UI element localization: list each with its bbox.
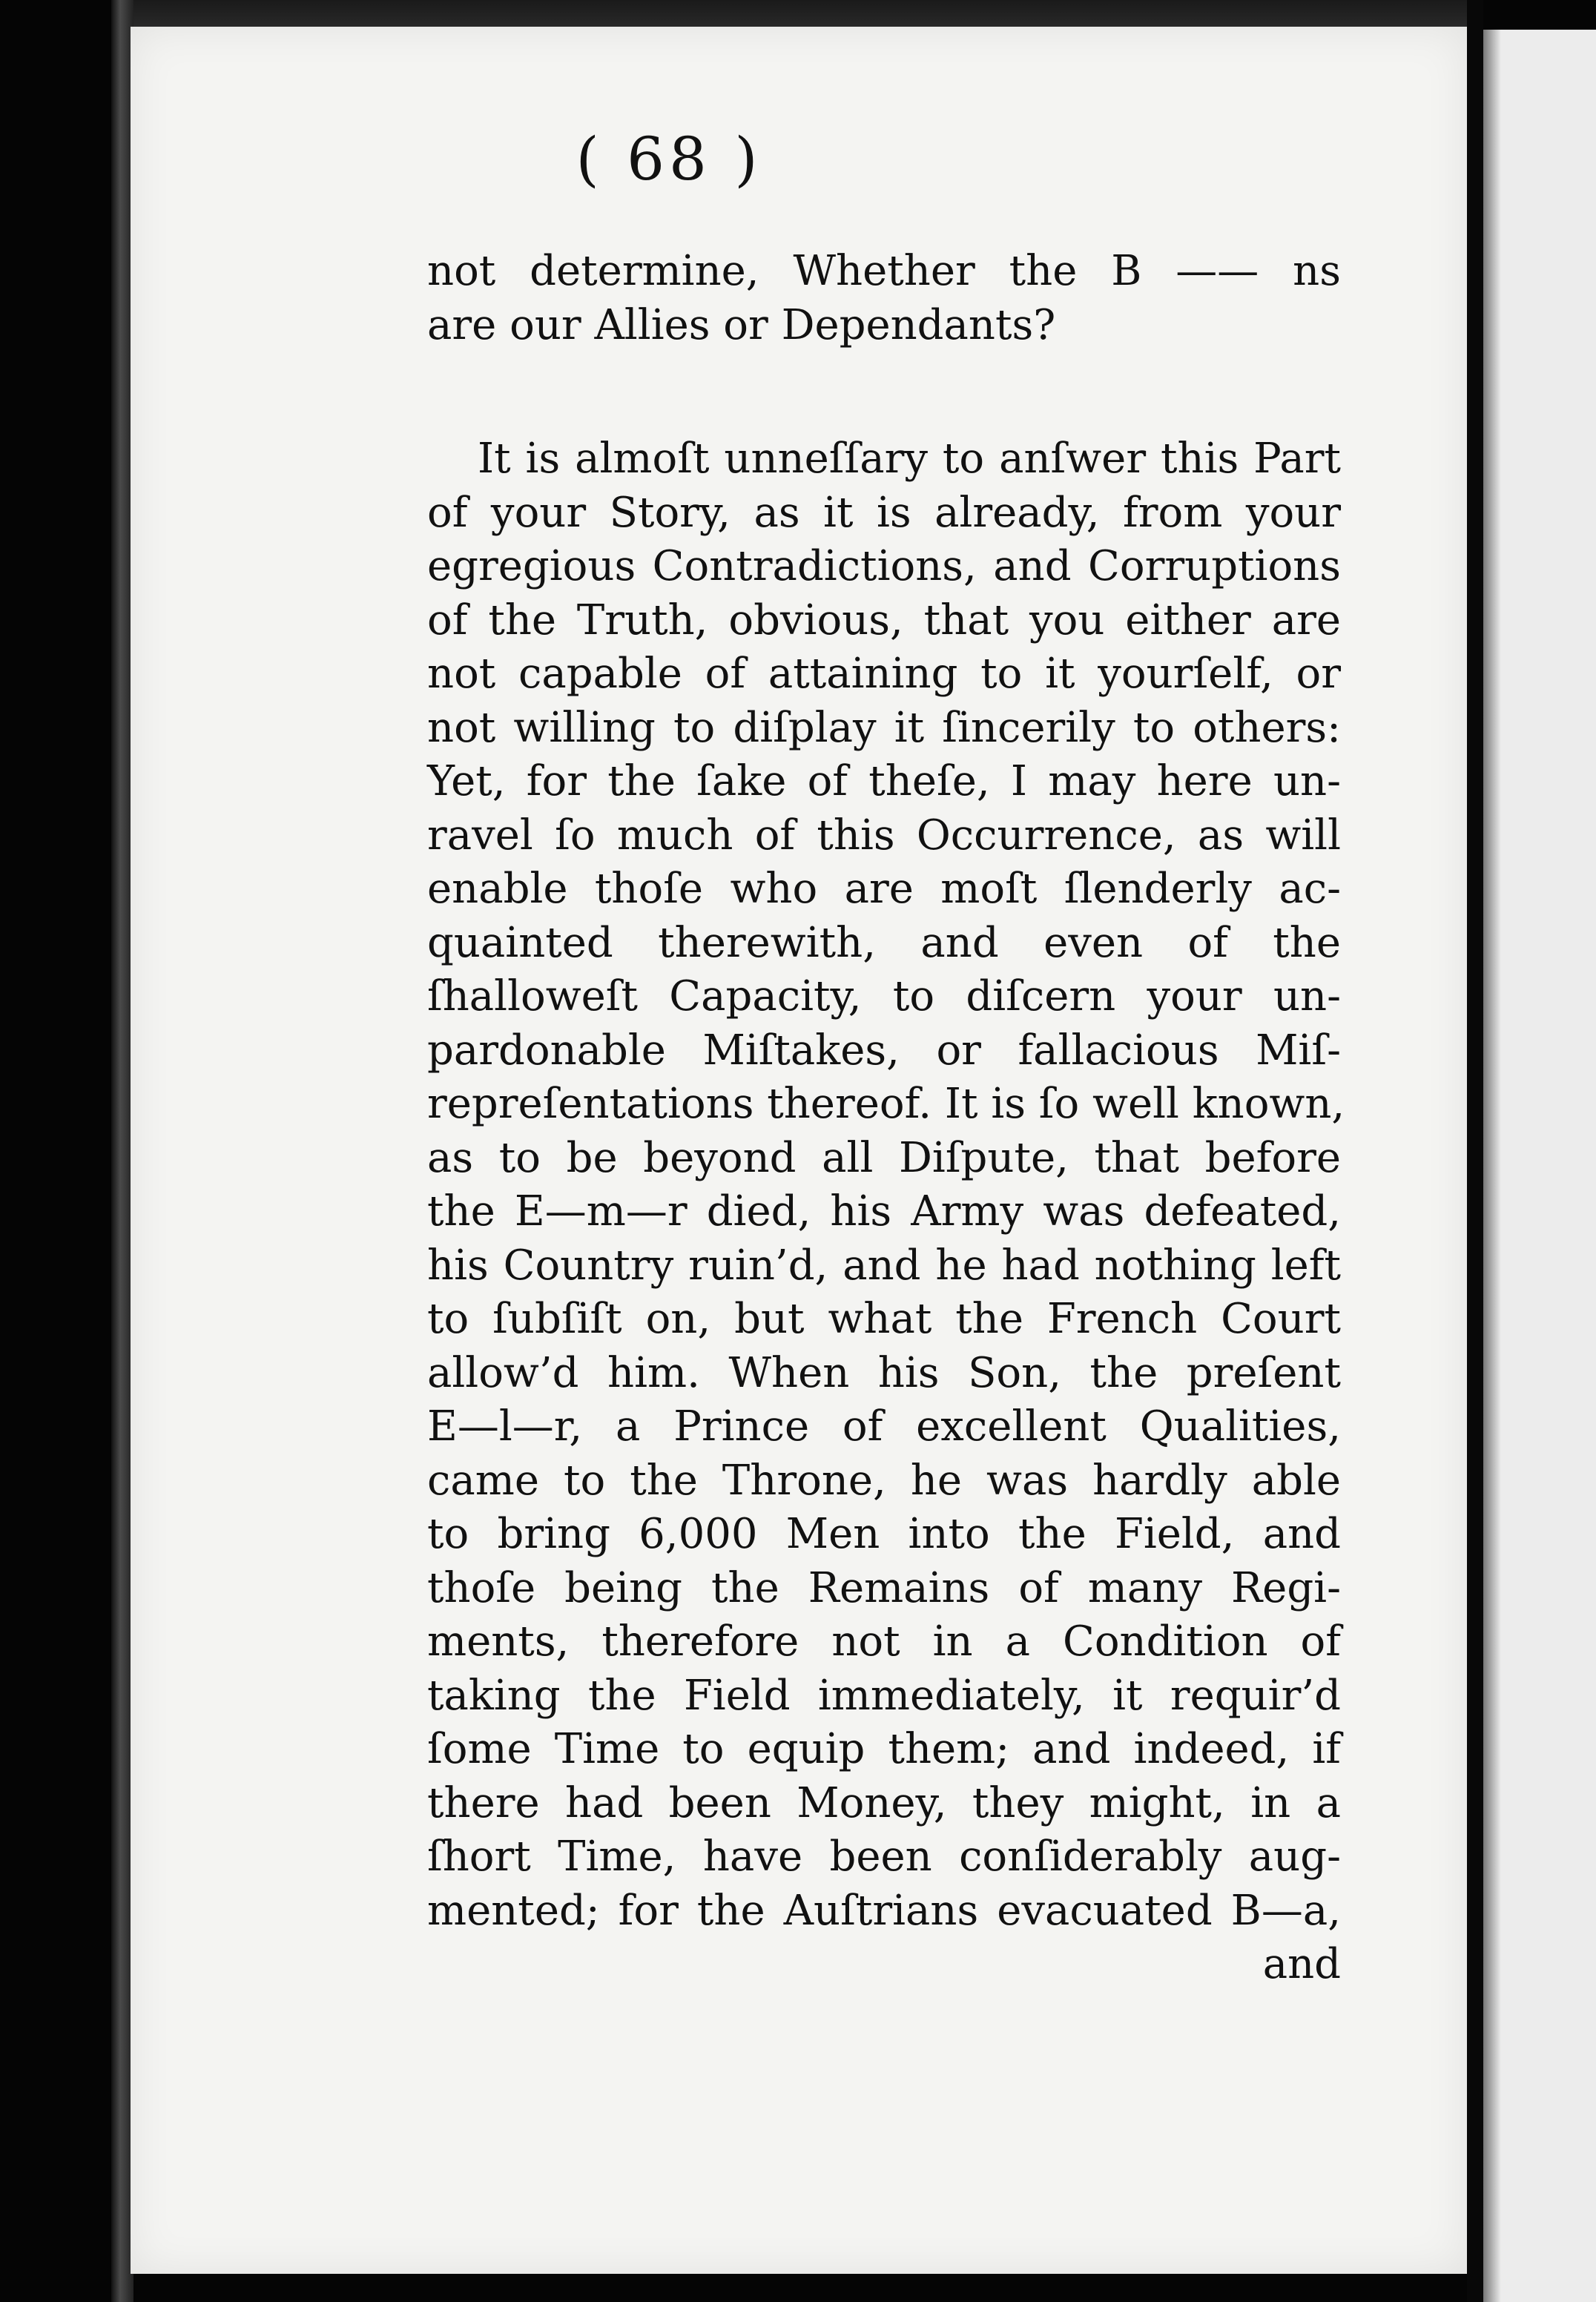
catchword: and [1262,1940,1341,1988]
text-line: egregious Contradictions, and Corruptions [427,542,1341,590]
text-line: enable thoſe who are moſt ſlenderly ac- [427,865,1341,913]
text-line: are our Allies or Dependants? [427,300,1056,349]
body-text [427,245,1345,1992]
text-line: his Country ruin’d, and he had nothing left [427,1241,1341,1290]
text-line: to ſubſiſt on, but what the French Court [427,1295,1341,1343]
book-gutter [1467,0,1483,2302]
text-line: ſome Time to equip them; and indeed, if [427,1725,1341,1773]
text-line: of the Truth, obvious, that you either are [427,596,1341,644]
text-line: as to be beyond all Diſpute, that before [427,1133,1341,1182]
text-line: not determine, Whether the B —— ns [427,247,1341,295]
page-top-edge [111,0,1476,30]
facing-page-shade [1483,30,1501,2302]
text-line: E—l—r, a Prince of excellent Qualities, [427,1402,1341,1451]
text-line: It is almoſt unneſſary to anſwer this Part [478,435,1341,483]
text-line: there had been Money, they might, in a [427,1778,1341,1827]
text-line: the E—m—r died, his Army was defeated, [427,1187,1341,1236]
text-line: of your Story, as it is already, from your [427,488,1341,537]
text-line: ravel ſo much of this Occurrence, as will [427,811,1341,860]
text-line: mented; for the Auſtrians evacuated B—a, [427,1886,1341,1935]
text-line: quainted therewith, and even of the [427,918,1341,967]
text-line: taking the Field immediately, it requir’d [427,1671,1341,1720]
paragraph-gap [427,352,1341,432]
text-line: came to the Throne, he was hardly able [427,1456,1341,1505]
text-line: ments, therefore not in a Condition of [427,1617,1341,1666]
text-line: not willing to diſplay it ſincerily to others: [427,703,1341,752]
text-line: repreſentations thereof. It is ſo well known, [427,1080,1345,1128]
text-line: to bring 6,000 Men into the Field, and [427,1510,1341,1558]
text-line: ſhort Time, have been conſiderably aug- [427,1833,1341,1881]
text-line: allow’d him. When his Son, the preſent [427,1348,1341,1397]
text-line: ſhalloweſt Capacity, to diſcern your un- [427,972,1341,1020]
text-line: pardonable Miſtakes, or fallacious Miſ- [427,1026,1341,1075]
page-number: ( 68 ) [576,125,762,194]
text-line: not capable of attaining to it yourſelf, or [427,650,1341,698]
text-line: thoſe being the Remains of many Regi- [427,1563,1341,1612]
text-line: Yet, for the ſake of theſe, I may here un- [427,757,1341,805]
